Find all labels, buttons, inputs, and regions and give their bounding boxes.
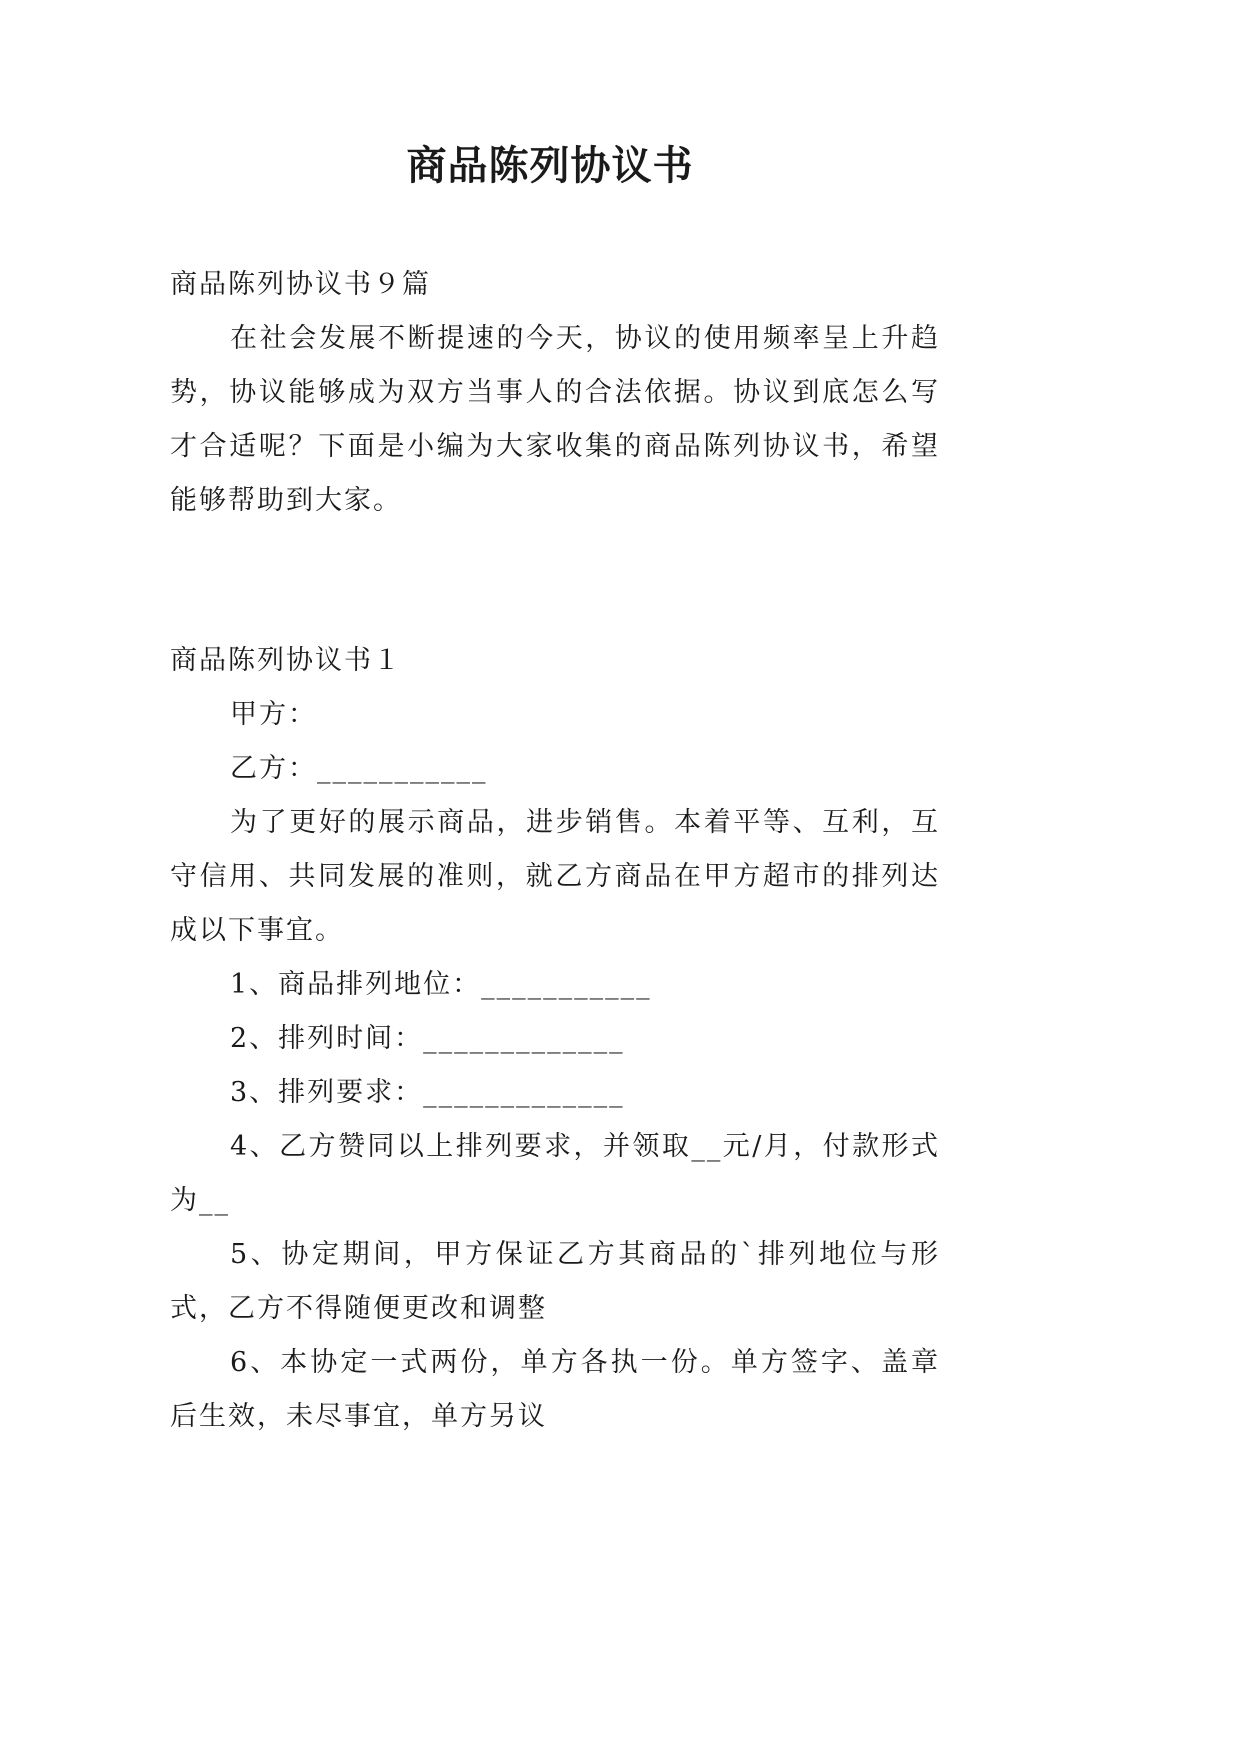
section-spacer xyxy=(170,528,940,634)
party-a-line: 甲方： xyxy=(230,699,317,730)
party-b-line: 乙方：___________ xyxy=(230,753,488,784)
clause-item: 1、商品排列地位：___________ xyxy=(230,969,652,1000)
preamble-paragraph: 为了更好的展示商品，进步销售。本着平等、互利，互守信用、共同发展的准则，就乙方商品在甲方超市的排列达成以下事宜。 xyxy=(170,807,940,946)
clause-item: 3、排列要求：_____________ xyxy=(230,1077,625,1108)
clause-item: 2、排列时间：_____________ xyxy=(230,1023,625,1054)
collection-subtitle: 商品陈列协议书９篇 xyxy=(170,269,431,300)
document-body xyxy=(170,258,940,1444)
section-heading: 商品陈列协议书１ xyxy=(170,645,402,676)
clause-item: 4、乙方赞同以上排列要求，并领取__元/月，付款形式为__ xyxy=(170,1131,940,1216)
clause-item: 6、本协定一式两份，单方各执一份。单方签字、盖章后生效，未尽事宜，单方另议 xyxy=(170,1347,940,1432)
document-title: 商品陈列协议书 xyxy=(406,143,694,189)
clause-item: 5、协定期间，甲方保证乙方其商品的`排列地位与形式，乙方不得随便更改和调整 xyxy=(170,1239,940,1324)
intro-paragraph: 在社会发展不断提速的今天，协议的使用频率呈上升趋势，协议能够成为双方当事人的合法依据。协议到底怎么写才合适呢？下面是小编为大家收集的商品陈列协议书，希望能够帮助到大家。 xyxy=(170,323,940,516)
